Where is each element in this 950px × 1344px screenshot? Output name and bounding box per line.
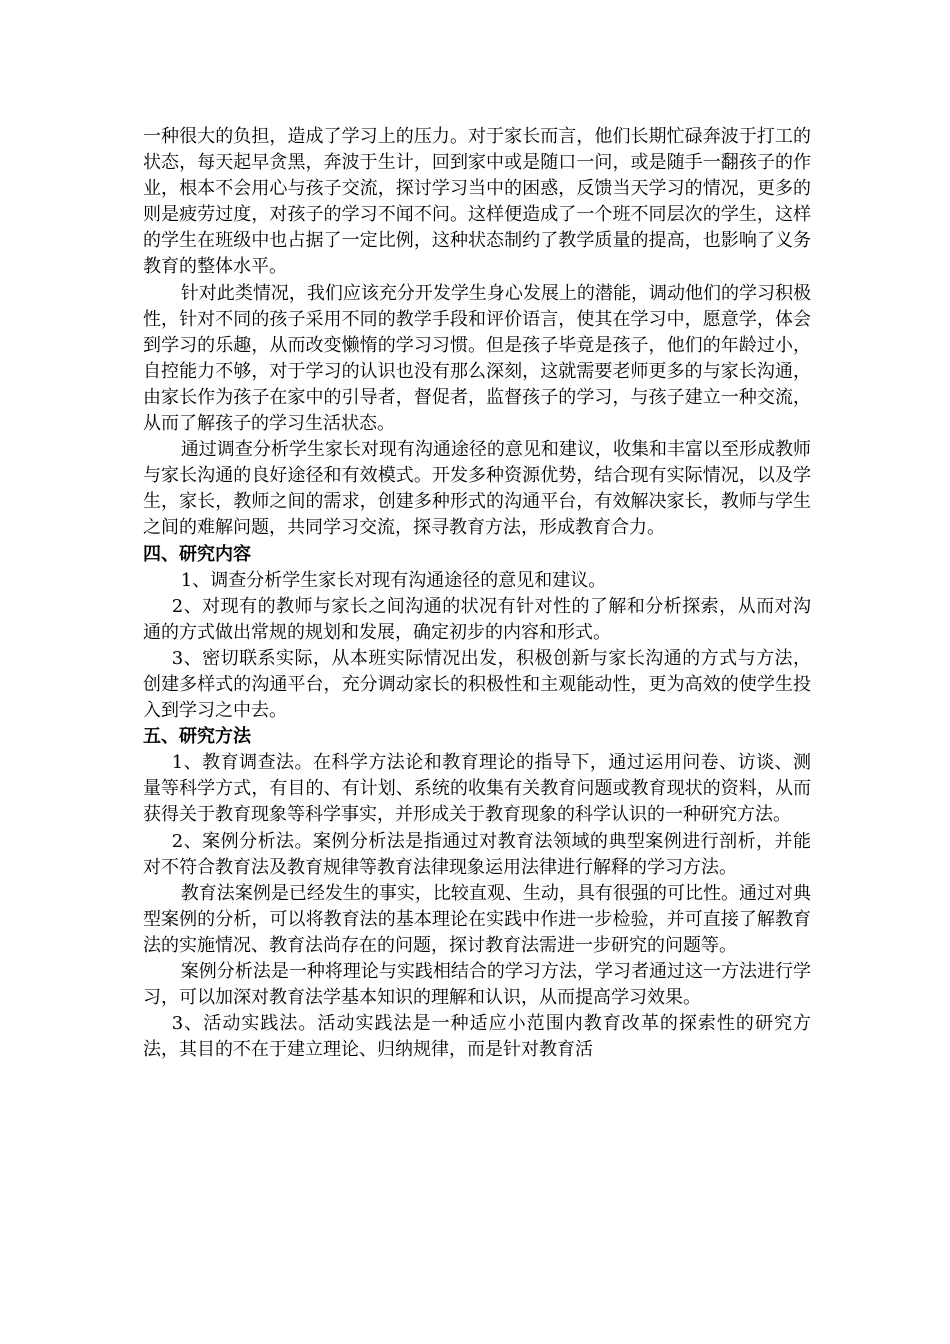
paragraph-survey-analysis: 通过调查分析学生家长对现有沟通途径的意见和建议，收集和丰富以至形成教师与家长沟通的良好途径和有效模式。开发多种资源优势，结合现有实际情况，以及学生，家长，教师之间的需求，创建多种形式的沟通平台，有效解决家长，教师与学生之间的难解问题，共同学习交流，探寻教育方法，形成教育合力。 xyxy=(143,439,811,539)
method-item-3: 3、活动实践法。活动实践法是一种适应小范围内教育改革的探索性的研究方法，其目的不在于建立理论、归纳规律，而是针对教育活 xyxy=(143,1013,811,1061)
method-item-2: 2、案例分析法。案例分析法是指通过对教育法领域的典型案例进行剖析，并能对不符合教育法及教育规律等教育法律现象运用法律进行解释的学习方法。 xyxy=(143,830,811,878)
content-item-3: 3、密切联系实际，从本班实际情况出发，积极创新与家长沟通的方式与方法，创建多样式的沟通平台，充分调动家长的积极性和主观能动性，更为高效的使学生投入到学习之中去。 xyxy=(143,647,811,722)
section-heading-research-methods: 五、研究方法 xyxy=(143,726,251,748)
content-item-1: 1、调查分析学生家长对现有沟通途径的意见和建议。 xyxy=(180,569,607,591)
section-heading-research-content: 四、研究内容 xyxy=(143,543,251,565)
paragraph-case-method: 案例分析法是一种将理论与实践相结合的学习方法，学习者通过这一方法进行学习，可以加深对教育法学基本知识的理解和认识，从而提高学习效果。 xyxy=(143,961,811,1009)
method-item-1: 1、教育调查法。在科学方法论和教育理论的指导下，通过运用问卷、访谈、测量等科学方式，有目的、有计划、系统的收集有关教育问题或教育现状的资料，从而获得关于教育现象等科学事实，并形成关于教育现象的科学认识的一种研究方法。 xyxy=(143,752,811,826)
document-page xyxy=(143,124,811,1063)
content-item-2: 2、对现有的教师与家长之间沟通的状况有针对性的了解和分析探索，从而对沟通的方式做出常规的规划和发展，确定初步的内容和形式。 xyxy=(143,595,811,643)
paragraph-intro-continued: 一种很大的负担，造成了学习上的压力。对于家长而言，他们长期忙碌奔波于打工的状态，每天起早贪黑，奔波于生计，回到家中或是随口一问，或是随手一翻孩子的作业，根本不会用心与孩子交流，探讨学习当中的困惑，反馈当天学习的情况，更多的则是疲劳过度，对孩子的学习不闻不问。这样便造成了一个班不同层次的学生，这样的学生在班级中也占据了一定比例，这种状态制约了教学质量的提高，也影响了义务教育的整体水平。 xyxy=(143,126,811,278)
paragraph-potential-development: 针对此类情况，我们应该充分开发学生身心发展上的潜能，调动他们的学习积极性，针对不同的孩子采用不同的教学手段和评价语言，使其在学习中，愿意学，体会到学习的乐趣，从而改变懒惰的学习习惯。但是孩子毕竟是孩子，他们的年龄过小，自控能力不够，对于学习的认识也没有那么深刻，这就需要老师更多的与家长沟通，由家长作为孩子在家中的引导者，督促者，监督孩子的学习，与孩子建立一种交流，从而了解孩子的学习生活状态。 xyxy=(143,282,811,435)
paragraph-case-facts: 教育法案例是已经发生的事实，比较直观、生动，具有很强的可比性。通过对典型案例的分析，可以将教育法的基本理论在实践中作进一步检验，并可直接了解教育法的实施情况、教育法尚存在的问题，探讨教育法需进一步研究的问题等。 xyxy=(143,882,811,956)
